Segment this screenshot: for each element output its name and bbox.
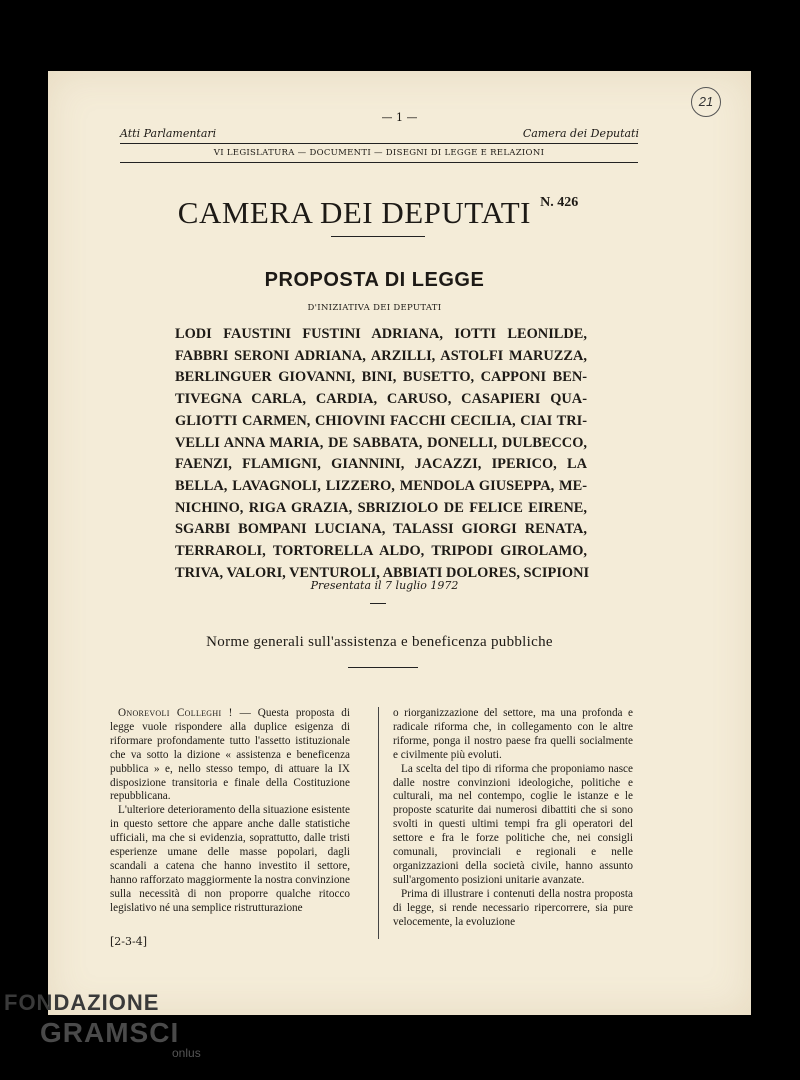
title-rule <box>331 236 425 237</box>
paragraph: Prima di illustrare i contenuti della nostra proposta di legge, si rende necessario ripercorrere, sia pure velocemente, la evoluzione <box>393 887 633 928</box>
salutation: Onorevoli Colleghi ! <box>118 707 233 719</box>
paragraph: La scelta del tipo di riforma che proponiamo nasce dalle nostre convinzioni ideologiche, politiche e culturali, ma nel contempo, coglie le istanze e le proposte scaturite dai numerosi dibattiti che si sono svolti in questi ultimi tempi fra gli operatori del settore e fra le forze politiche che, nei consigli comunali, provinciali e regionali e nelle organizzazioni della società civile, hanno assunto sull'argomento posizioni unitarie avanzate. <box>393 762 633 886</box>
header-right: Camera dei Deputati <box>522 127 639 140</box>
paragraph: o riorganizzazione del settore, ma una profonda e radicale riforma che, in collegamento con le altre riforme, ponga il nostro paese fra quelli socialmente e civilmente più evoluti. <box>393 707 633 761</box>
deputies-list <box>175 324 590 584</box>
deputies-line: FABBRI SERONI ADRIANA, ARZILLI, ASTOLFI MARUZZA, <box>175 347 587 364</box>
deputies-line: GLIOTTI CARMEN, CHIOVINI FACCHI CECILIA, CIAI TRI- <box>175 412 587 429</box>
header-rule <box>120 143 638 144</box>
deputies-line: BELLA, LAVAGNOLI, LIZZERO, MENDOLA GIUSEPPA, ME- <box>175 477 587 494</box>
print-code: [2-3-4] <box>110 935 148 948</box>
body-column-right <box>393 707 633 930</box>
body-column-left <box>110 707 350 916</box>
initiative-label-text: D'INIZIATIVA DEI DEPUTATI <box>307 303 442 313</box>
deputies-line: TERRAROLI, TORTORELLA ALDO, TRIPODI GIROLAMO, <box>175 543 587 560</box>
deputies-line: VELLI ANNA MARIA, DE SABBATA, DONELLI, DULBECCO, <box>175 434 587 451</box>
deputies-line: SGARBI BOMPANI LUCIANA, TALASSI GIORGI RENATA, <box>175 521 587 538</box>
proposal-heading-text: PROPOSTA DI LEGGE <box>264 269 485 291</box>
deputies-line: BERLINGUER GIOVANNI, BINI, BUSETTO, CAPPONI BEN- <box>175 369 587 386</box>
page-number: — 1 — <box>381 111 418 124</box>
paragraph-text: — Questa proposta di legge vuole rispondere alla duplice esigenza di riformare profondamente tutto l'assetto istituzionale che va sotto la dizione « assistenza e beneficenza pubblica » e, nello stesso tempo, di attuare la IX disposizione transitoria e finale della Costituzione repubblicana. <box>110 707 351 803</box>
subheader-rule <box>120 162 638 163</box>
watermark-onlus: onlus <box>172 1046 201 1060</box>
deputies-line: LODI FAUSTINI FUSTINI ADRIANA, IOTTI LEONILDE, <box>175 326 587 342</box>
deputies-line: TRIVA, VALORI, VENTUROLI, ABBIATI DOLORES, SCIPIONI <box>175 564 590 581</box>
deputies-line: NICHINO, RIGA GRAZIA, SBRIZIOLO DE FELICE EIRENE, <box>175 499 587 516</box>
watermark-gramsci-logo: GRAMSCI <box>40 1017 180 1048</box>
deputies-line: FAENZI, FLAMIGNI, GIANNINI, JACAZZI, IPERICO, LA <box>175 456 587 473</box>
column-divider <box>378 707 379 939</box>
paragraph: L'ulteriore deterioramento della situazione esistente in questo settore che appare anche dalle statistiche ufficiali, ma che si evidenzia, soprattutto, dalle tristi esperienze umane delle masse popolari, dagli scandali a catena che hanno investito il settore, hanno rafforzato maggiormente la nostra convinzione sulla necessità di non proporre qualche ritocco legislativo né una semplice ristrutturazione <box>110 804 350 914</box>
watermark-foundation: FONDAZIONE <box>4 990 160 1015</box>
deputies-line: TIVEGNA CARLA, CARDIA, CARUSO, CASAPIERI QUA- <box>175 391 587 408</box>
initiative-label <box>48 303 751 313</box>
header-left: Atti Parlamentari <box>120 127 217 140</box>
document-page <box>48 71 751 1015</box>
presentation-date <box>48 579 751 592</box>
legislature-subheader: VI LEGISLATURA — DOCUMENTI — DISEGNI DI LEGGE E RELAZIONI <box>213 148 545 158</box>
presentation-date-text: Presentata il 7 luglio 1972 <box>310 579 459 592</box>
bill-title <box>48 634 751 651</box>
proposal-heading <box>48 269 751 292</box>
archive-stamp: 21 <box>691 87 721 117</box>
bill-title-rule <box>348 667 418 668</box>
paragraph <box>110 707 350 804</box>
chamber-name: CAMERA DEI DEPUTATI <box>177 195 531 230</box>
document-number: N. 426 <box>540 195 579 210</box>
date-rule <box>370 603 386 604</box>
bill-title-text: Norme generali sull'assistenza e beneficenza pubbliche <box>206 634 553 650</box>
chamber-title <box>108 195 648 231</box>
